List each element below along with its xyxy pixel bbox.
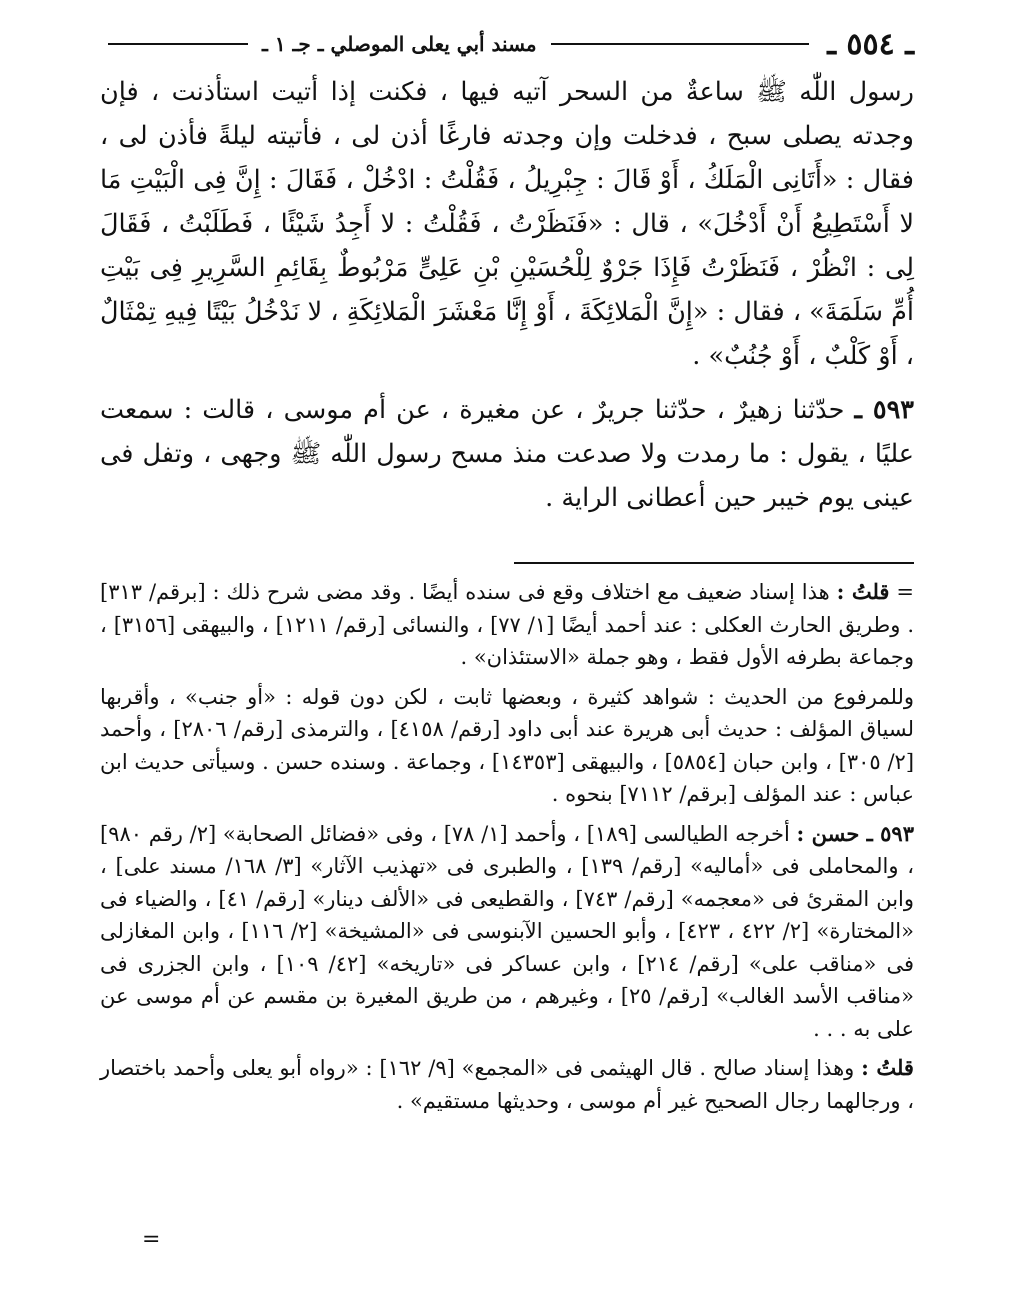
footnote-4-label: قلتُ : [861,1055,914,1080]
hadith-593-text: حدّثنا زهيرٌ ، حدّثنا جريرٌ ، عن مغيرة ، عن أم موسى ، قالت : سمعت عليًا ، يقول : ما رمدت ولا صدعت منذ مسح رسول اللّٰه ﷺ وجهى ، وتفل فى عينى يوم خيبر حين أعطانى الراية . [100,395,914,513]
header-rule [551,43,810,45]
footnote-1-label: قلتُ : [836,579,890,604]
footnote-2: وللمرفوع من الحديث : شواهد كثيرة ، وبعضها ثابت ، لكن دون قوله : «أو جنب» ، وأقربها لسياق المؤلف : حديث أبى هريرة عند أبى داود [رقم/ ٤١٥٨] ، والترمذى [رقم/ ٢٨٠٦] ، وأحمد [٢/ ٣٠٥] ، وابن حبان [٥٨٥٤] ، والبيهقى [١٤٣٥٣] ، وجماعة . وسنده حسن . وسيأتى حديث ابن عباس : عند المؤلف [برقم/ ٧١١٢] بنحوه . [100,684,915,806]
footnote-separator [514,562,914,564]
hadith-number: ٥٩٣ ـ [854,395,914,425]
continuation-marker: = [896,580,914,604]
main-text [100,70,914,520]
footnote-1 [100,576,914,674]
hadith-593 [100,388,914,520]
footnote-4-text: وهذا إسناد صالح . قال الهيثمى فى «المجمع» [٩/ ١٦٢] : «رواه أبو يعلى وأحمد باختصار ، ورجالهما رجال الصحيح غير أم موسى ، وحديثها مستقيم» . [100,1056,914,1113]
page-number: ـ ٥٥٤ ـ [827,26,914,62]
header-rule-end [108,43,248,45]
footnote-4 [100,1052,914,1117]
header-title: مسند أبي يعلى الموصلي ـ جـ ١ ـ [262,32,537,56]
footnotes [100,576,915,1252]
running-header [100,26,914,62]
footnote-3-text: أخرجه الطيالسى [١٨٩] ، وأحمد [١/ ٧٨] ، وفى «فضائل الصحابة» [٢/ رقم ٩٨٠] ، والمحاملى فى «أماليه» [رقم/ ١٣٩] ، والطبرى فى «تهذيب الآثار» [٣/ ١٦٨/ مسند على] ، وابن المقرئ فى «معجمه» [رقم/ ٧٤٣] ، والقطيعى فى «الألف دينار» [رقم/ ٤١] ، والضياء فى «المختارة» [٢/ ٤٢٢ ، ٤٢٣] ، وأبو الحسين الآبنوسى فى «المشيخة» [٢/ ١١٦] ، وابن المغازلى فى «مناقب على» [رقم/ ٢١٤] ، وابن عساكر فى «تاريخه» [٤٢/ ١٠٩] ، وابن الجزرى فى «مناقب الأسد الغالب» [رقم/ ٢٥] ، وغيرهم ، من طريق المغيرة بن مقسم عن أم موسى عن على به . . . [100,821,915,1041]
footnote-1-text: هذا إسناد ضعيف مع اختلاف وقع فى سنده أيضًا . وقد مضى شرح ذلك : [برقم/ ٣١٣] . وطريق الحارث العكلى : عند أحمد أيضًا [١/ ٧٧] ، والنسائى [رقم/ ١٢١١] ، والبيهقى [٣١٥٦] ، وجماعة بطرفه الأول فقط ، وهو جملة «الاستئذان» . [100,580,914,669]
continuation-marker-end: = [142,1227,161,1252]
footnote-3-label: ٥٩٣ ـ حسن : [796,820,914,846]
hadith-592-continuation: رسول اللّٰه ﷺ ساعةٌ من السحر آتيه فيها ، فكنت إذا أتيت استأذنت ، فإن وجدته يصلى سبح ، فدخلت وإن وجدته فارغًا أذن لى ، فأتيته ليلةً فأذن لى ، فقال : «أَتَانِى الْمَلَكُ ، أَوْ قَالَ : جِبْرِيلُ ، فَقُلْتُ : ادْخُلْ ، فَقَالَ : إِنَّ فِى الْبَيْتِ مَا لا أَسْتَطِيعُ أَنْ أَدْخُلَ» ، قال : «فَنَظَرْتُ ، فَقُلْتُ : لا أَجِدُ شَيْئًا ، فَطَلَبْتُ ، فَقَالَ لِى : انْظُرْ ، فَنَظَرْتُ فَإِذَا جَرْوٌ لِلْحُسَيْنِ بْنِ عَلِىٍّ مَرْبُوطٌ بِقَائِمِ السَّرِيرِ فِى بَيْتِ أُمِّ سَلَمَةَ» ، فقال : «إِنَّ الْمَلائِكَةَ ، أَوْ إِنَّا مَعْشَرَ الْمَلائِكَةِ ، لا نَدْخُلُ بَيْتًا فِيهِ تِمْثَالٌ ، أَوْ كَلْبٌ ، أَوْ جُنُبٌ» . [100,77,914,371]
footnote-3 [100,818,914,1046]
